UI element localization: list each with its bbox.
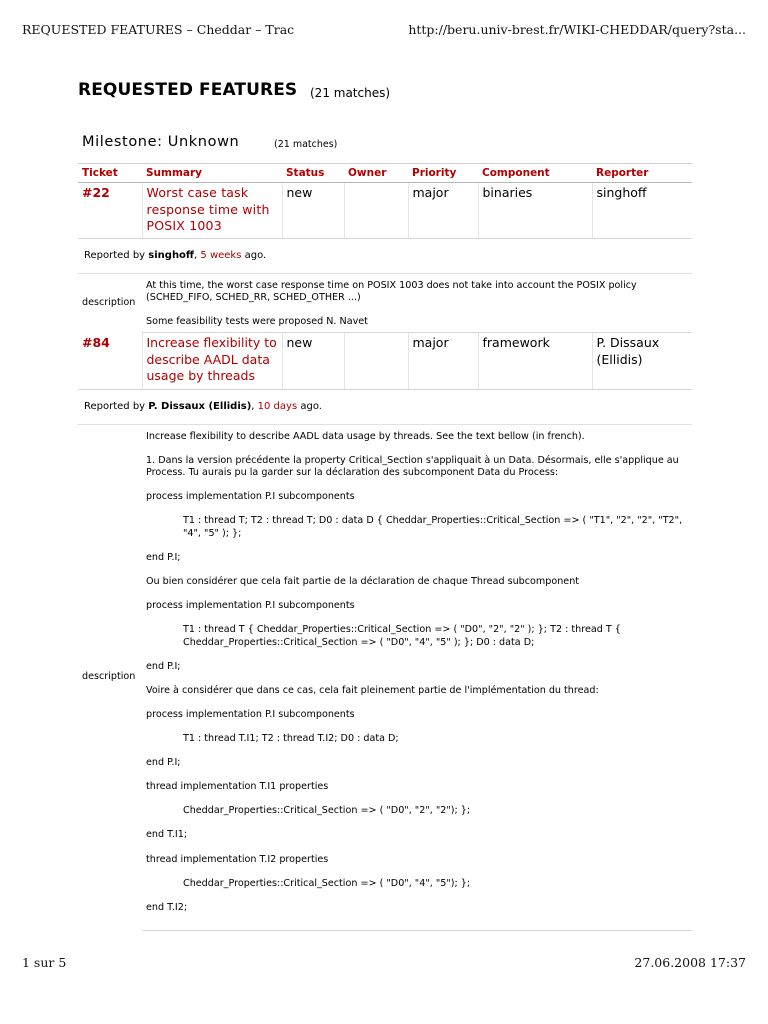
code-paragraph: Cheddar_Properties::Critical_Section => ( "D0", "4", "5"); }; [183, 877, 471, 889]
ticket-status: new [282, 183, 344, 239]
description-paragraph: end P.I; [146, 551, 181, 563]
reported-suffix: ago. [300, 400, 322, 412]
column-header-status[interactable]: Status [282, 164, 344, 183]
table-row [78, 183, 692, 239]
description-paragraph: thread implementation T.I1 properties [146, 781, 329, 793]
column-header-component[interactable]: Component [478, 164, 592, 183]
table-row [78, 333, 692, 390]
print-datetime: 27.06.2008 17:37 [634, 955, 746, 970]
tickets-table [78, 163, 692, 931]
reporter-name: P. Dissaux (Ellidis) [148, 400, 252, 412]
description-paragraph: end T.I2; [146, 901, 188, 913]
column-header-priority[interactable]: Priority [408, 164, 478, 183]
ticket-reporter [592, 183, 692, 239]
description-paragraph: thread implementation T.I2 properties [146, 853, 329, 865]
reported-separator: , [194, 249, 198, 261]
description-paragraph: end P.I; [146, 757, 181, 769]
summary-line: Increase flexibility to [146, 335, 277, 350]
ticket-reporter [592, 333, 692, 390]
reported-suffix: ago. [244, 249, 267, 261]
ticket-component: binaries [478, 183, 592, 239]
description-label: description [82, 296, 136, 308]
summary-line: describe AADL data [146, 351, 270, 367]
ticket-priority: major [408, 333, 478, 390]
milestone-match-count: (21 matches) [274, 139, 338, 150]
code-paragraph: T1 : thread T { Cheddar_Properties::Critical_Section => ( "D0", "2", "2" ); }; T2 : thread T { Cheddar_Properties::Critical_Section => ( "D0", "4", "5" ); }; D0 : data D; [183, 624, 621, 648]
reported-separator: , [251, 400, 255, 412]
document-title: REQUESTED FEATURES – Cheddar – Trac [22, 22, 295, 37]
ticket-id-link[interactable]: #84 [78, 333, 142, 390]
reported-line [78, 238, 692, 273]
summary-line: POSIX 1003 [146, 218, 222, 233]
ticket-id-link[interactable]: #22 [78, 183, 142, 239]
code-paragraph: Cheddar_Properties::Critical_Section => ( "D0", "2", "2"); }; [183, 805, 471, 817]
ticket-summary-link[interactable] [142, 183, 282, 239]
reported-prefix: Reported by [84, 400, 146, 412]
description-row [78, 424, 692, 930]
description-paragraph: process implementation P.I subcomponents [146, 491, 355, 503]
milestone-title: Milestone: Unknown [82, 134, 240, 150]
column-header-summary[interactable]: Summary [142, 164, 282, 183]
column-header-ticket[interactable]: Ticket [78, 164, 142, 183]
reporter-line: (Ellidis) [596, 351, 643, 367]
reported-row [78, 389, 692, 424]
ticket-status: new [282, 333, 344, 390]
reported-time-link[interactable]: 10 days [257, 400, 298, 412]
reported-time-link[interactable]: 5 weeks [200, 249, 242, 261]
report-match-count: (21 matches) [310, 86, 391, 100]
description-label: description [82, 671, 136, 683]
summary-line: usage by threads [146, 368, 255, 383]
ticket-owner [344, 333, 408, 390]
description-text [142, 273, 692, 333]
column-header-reporter[interactable]: Reporter [592, 164, 692, 183]
summary-line: response time with [146, 201, 270, 217]
description-paragraph: process implementation P.I subcomponents [146, 600, 355, 612]
ticket-summary-link[interactable] [142, 333, 282, 390]
report-heading: REQUESTED FEATURES [78, 80, 298, 100]
description-paragraph: Ou bien considérer que cela fait partie de la déclaration de chaque Thread subcomponent [146, 575, 580, 587]
summary-line: Worst case task [146, 185, 249, 200]
table-header-row [78, 164, 692, 183]
page-number: 1 sur 5 [22, 955, 67, 970]
description-row [78, 273, 692, 333]
reporter-line: P. Dissaux [596, 335, 660, 350]
reported-line [78, 389, 692, 424]
description-paragraph: end P.I; [146, 660, 181, 672]
code-paragraph: T1 : thread T.I1; T2 : thread T.I2; D0 : data D; [183, 733, 399, 745]
ticket-owner [344, 183, 408, 239]
reporter-line: singhoff [596, 185, 647, 200]
description-paragraph: process implementation P.I subcomponents [146, 708, 355, 720]
ticket-priority: major [408, 183, 478, 239]
ticket-component: framework [478, 333, 592, 390]
description-paragraph: Voire à considérer que dans ce cas, cela fait pleinement partie de l'implémentation du thread: [146, 684, 599, 696]
column-header-owner[interactable]: Owner [344, 164, 408, 183]
code-paragraph: T1 : thread T; T2 : thread T; D0 : data D { Cheddar_Properties::Critical_Section => ( "T1", "2", "2", "T2", "4", "5" ); }; [183, 515, 683, 539]
description-paragraph: end T.I1; [146, 829, 188, 841]
description-paragraph: 1. Dans la version précédente la property Critical_Section s'appliquait à un Data. Désormais, elle s'applique au Process. Tu aurais pu la garder sur la déclaration des subcomponent Data du Process: [146, 454, 679, 479]
description-paragraph: At this time, the worst case response time on POSIX 1003 does not take into account the POSIX policy (SCHED_FIFO, SCHED_RR, SCHED_OTHER ...) [146, 279, 637, 303]
reported-prefix: Reported by [84, 249, 146, 261]
page-url: http://beru.univ-brest.fr/WIKI-CHEDDAR/query?sta... [408, 22, 746, 37]
reported-row [78, 238, 692, 273]
description-paragraph: Increase flexibility to describe AADL data usage by threads. See the text bellow (in french). [146, 430, 585, 442]
reporter-name: singhoff [148, 249, 195, 261]
description-text [142, 424, 692, 930]
description-paragraph: Some feasibility tests were proposed N. Navet [146, 315, 368, 327]
